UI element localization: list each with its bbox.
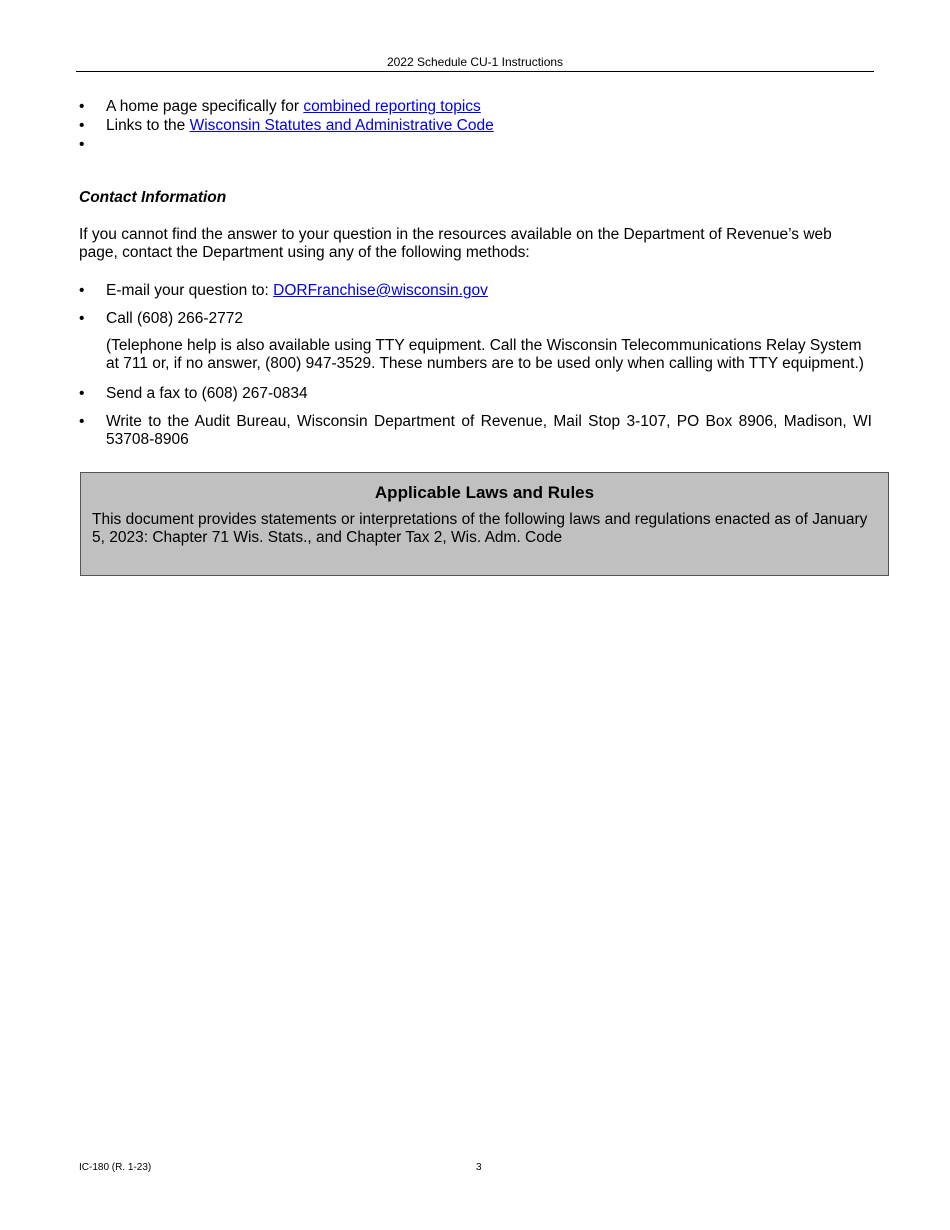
laws-body: This document provides statements or interpretations of the following laws and regulations enacted as of January 5, 2023: Chapter 71 Wis. Stats., and Chapter Tax 2, Wis. Adm. Code <box>92 511 868 546</box>
header-divider <box>76 71 874 72</box>
bullet-icon: • <box>79 136 85 153</box>
mail-address-text: Write to the Audit Bureau, Wisconsin Department of Revenue, Mail Stop 3-107, PO Box 8906, Madison, WI 53708-8906 <box>106 413 872 448</box>
bullet-icon: • <box>79 282 85 299</box>
bullet-icon: • <box>79 98 85 115</box>
bullet-icon: • <box>79 310 85 327</box>
laws-title: Applicable Laws and Rules <box>374 483 595 502</box>
list-item-text: Links to the <box>106 117 190 134</box>
bullet-icon: • <box>79 413 85 430</box>
list-item <box>79 282 872 300</box>
contact-heading: Contact Information <box>79 189 227 206</box>
list-item <box>79 136 872 155</box>
main-content <box>79 98 872 459</box>
footer-form-id: IC-180 (R. 1-23) <box>79 1162 152 1173</box>
phone-text: Call (608) 266-2772 <box>106 310 244 327</box>
bullet-icon: • <box>79 385 85 402</box>
list-item <box>79 413 872 449</box>
list-item <box>79 98 872 117</box>
applicable-laws-box <box>80 472 889 576</box>
contact-methods-list <box>79 282 872 328</box>
bullet-icon: • <box>79 117 85 134</box>
list-item <box>79 310 872 328</box>
list-item <box>79 385 872 403</box>
resource-list <box>79 98 872 155</box>
list-item-text: A home page specifically for <box>106 98 304 115</box>
contact-intro: If you cannot find the answer to your question in the resources available on the Department of Revenue’s web page, contact the Department using any of the following methods: <box>79 226 832 261</box>
email-link[interactable]: DORFranchise@wisconsin.gov <box>273 282 488 299</box>
footer-page-number: 3 <box>476 1162 482 1173</box>
email-label: E-mail your question to: <box>106 282 274 299</box>
tty-note: (Telephone help is also available using TTY equipment. Call the Wisconsin Telecommunications Relay System at 711 or, if no answer, (800) 947-3529. These numbers are to be used only when calling with TTY equipment.) <box>106 337 864 372</box>
fax-text: Send a fax to (608) 267-0834 <box>106 385 308 402</box>
statutes-code-link[interactable]: Wisconsin Statutes and Administrative Code <box>189 117 494 134</box>
list-item <box>79 117 872 136</box>
page-header-title: 2022 Schedule CU-1 Instructions <box>386 55 564 69</box>
contact-methods-list-continued <box>79 385 872 449</box>
combined-reporting-link[interactable]: combined reporting topics <box>303 98 481 115</box>
